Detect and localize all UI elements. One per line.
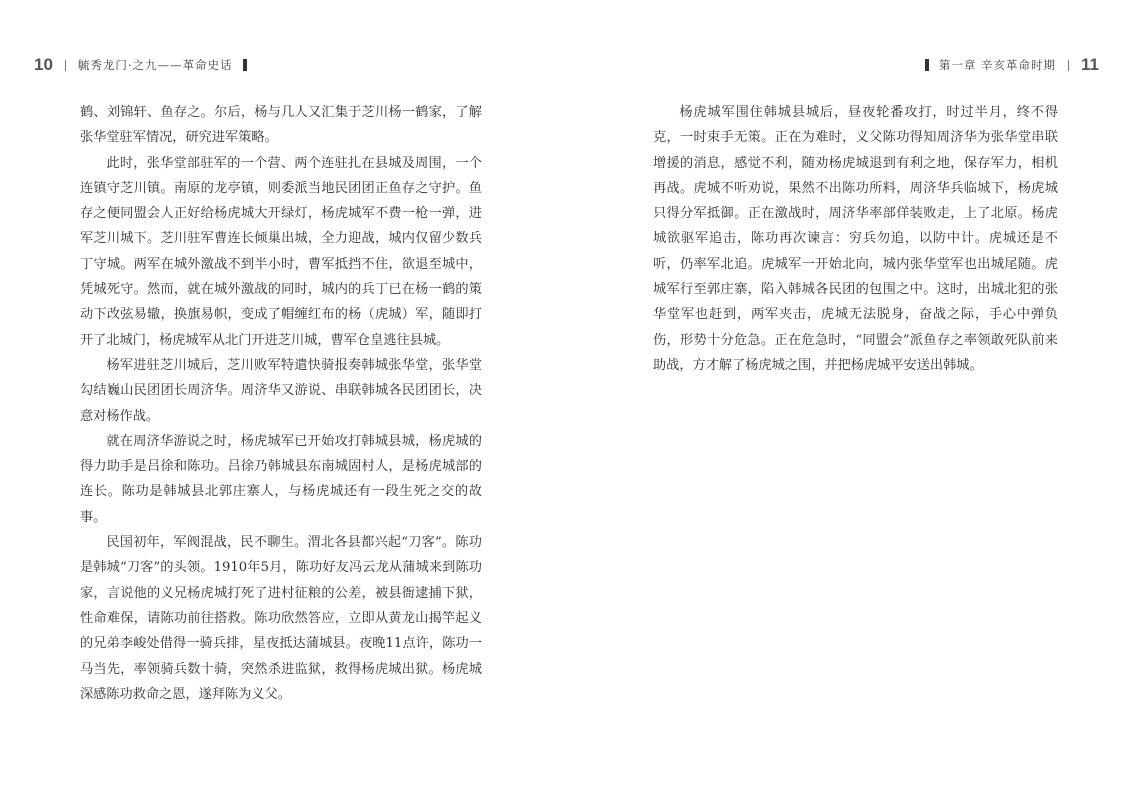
right-page-number: 11 [1081, 55, 1099, 74]
paragraph: 杨虎城军围住韩城县城后，昼夜轮番攻打，时过半月，终不得克，一时束手无策。正在为难时，义父陈功得知周济华为张华堂串联增援的消息，感觉不利，随劝杨虎城退到有利之地，保存军力，相机再战。虎城不听劝说，果然不出陈功所料，周济华兵临城下，杨虎城只得分军抵御。正在激战时，周济华率部佯装败走，上了北原。杨虎城欲驱军追击，陈功再次谏言：穷兵勿追，以防中计。虎城还是不听，仍率军北追。虎城军一开始北向，城内张华堂军也出城尾随。虎城军行至郭庄寨，陷入韩城各民团的包围之中。这时，出城北犯的张华堂军也赶到，两军夹击，虎城无法脱身，奋战之际，手心中弹负伤，形势十分危急。正在危急时，“同盟会”派鱼存之率领敢死队前来助战，方才解了杨虎城之围，并把杨虎城平安送出韩城。 [653, 105, 1058, 373]
header-divider-thick [925, 59, 929, 71]
header-divider-thick [243, 59, 247, 71]
paragraph: 此时，张华堂部驻军的一个营、两个连驻扎在县城及周围，一个连镇守芝川镇。南原的龙亭镇，则委派当地民团团正鱼存之守护。鱼存之便同盟会人正好给杨虎城大开绿灯，杨虎城军不费一枪一弹，进军芝川城下。芝川驻军曹连长倾巢出城，全力迎战，城内仅留少数兵丁守城。两军在城外激战不到半小时，曹军抵挡不住，欲退至城中，凭城死守。然而，就在城外激战的同时，城内的兵丁已在杨一鹤的策动下改弦易辙，换旗易帜，变成了帽缠红布的杨（虎城）军，随即打开了北城门，杨虎城军从北门开进芝川城，曹军仓皇逃往县城。 [80, 155, 482, 348]
right-page-body [653, 100, 1058, 378]
right-page-header [915, 54, 1099, 76]
right-running-title: 第一章 辛亥革命时期 [938, 58, 1057, 72]
paragraph: 杨军进驻芝川城后，芝川败军特遣快骑报奏韩城张华堂，张华堂勾结巍山民团团长周济华。周济华又游说、串联韩城各民团团长，决意对杨作战。 [80, 357, 482, 424]
header-divider-thin [1068, 60, 1069, 71]
left-page-header [34, 54, 257, 76]
left-page-number: 10 [34, 55, 53, 74]
header-divider-thin [65, 60, 66, 71]
paragraph: 民国初年，军阀混战，民不聊生。渭北各县都兴起“刀客”。陈功是韩城“刀客”的头领。1910年5月，陈功好友冯云龙从蒲城来到陈功家，言说他的义兄杨虎城打死了进村征粮的公差，被县衙逮捕下狱，性命难保，请陈功前往搭救。陈功欣然答应，立即从黄龙山揭竿起义的兄弟李峻处借得一骑兵排，星夜抵达蒲城县。夜晚11点许，陈功一马当先，率领骑兵数十骑，突然杀进监狱，救得杨虎城出狱。杨虎城深感陈功救命之恩，遂拜陈为义父。 [80, 535, 482, 702]
left-page-body [80, 100, 482, 707]
left-page [0, 0, 566, 799]
right-page [566, 0, 1133, 799]
left-running-title: 毓秀龙门·之九——革命史话 [77, 58, 233, 72]
paragraph: 就在周济华游说之时，杨虎城军已开始攻打韩城县城，杨虎城的得力助手是吕徐和陈功。吕徐乃韩城县东南城固村人，是杨虎城部的连长。陈功是韩城县北郭庄寨人，与杨虎城还有一段生死之交的故事。 [80, 433, 482, 525]
paragraph: 鹤、刘锦轩、鱼存之。尔后，杨与几人又汇集于芝川杨一鹤家，了解张华堂驻军情况，研究进军策略。 [80, 105, 482, 146]
